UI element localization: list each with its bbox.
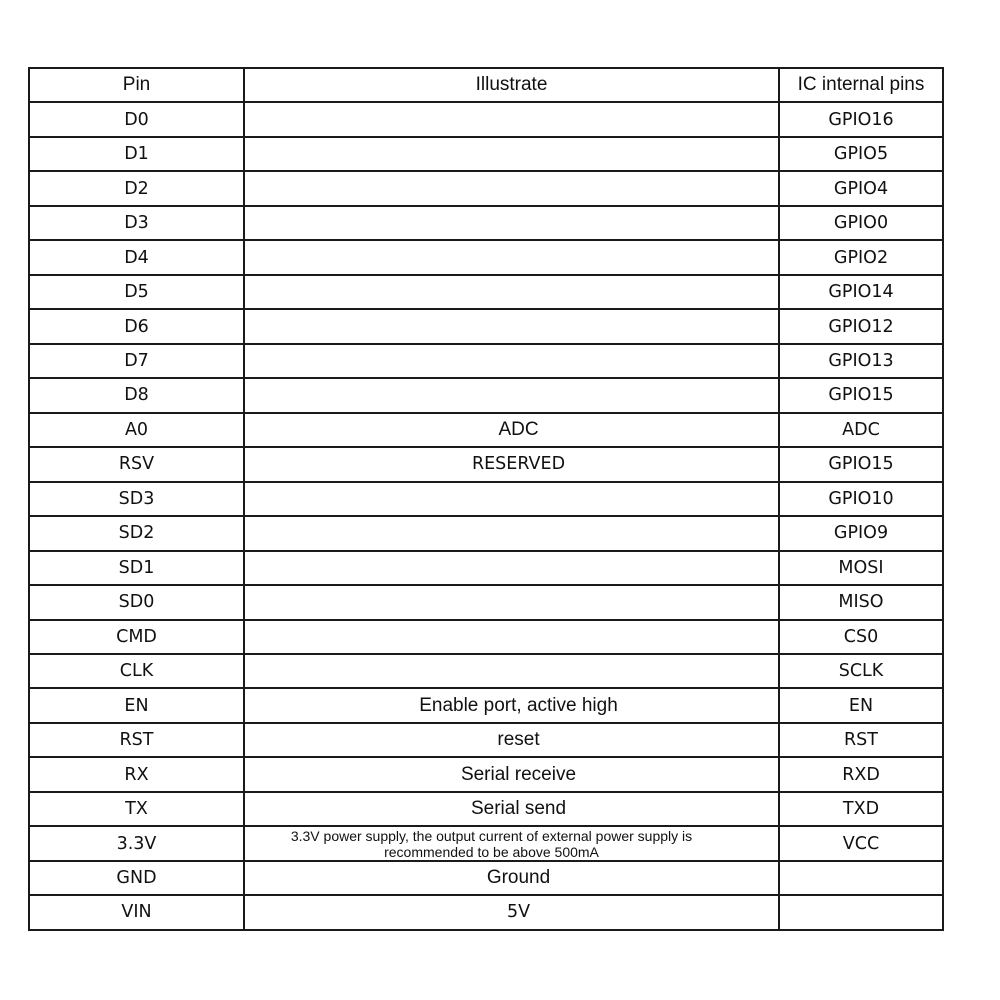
illustrate-text: 3.3V power supply, the output current of external power supply is recommended to be above 500mA xyxy=(290,827,693,860)
illustrate-text: ADC xyxy=(498,418,539,440)
ic-pin-cell: GPIO13 xyxy=(779,344,943,378)
table-row xyxy=(29,516,943,550)
header-illustrate: Illustrate xyxy=(244,68,779,102)
pin-cell: D1 xyxy=(29,137,244,171)
table-row xyxy=(29,275,943,309)
pin-cell: 3.3V xyxy=(29,826,244,860)
table-row xyxy=(29,792,943,826)
table-row xyxy=(29,723,943,757)
pin-cell: SD0 xyxy=(29,585,244,619)
illustrate-text: Ground xyxy=(486,867,551,889)
ic-pin-cell: MOSI xyxy=(779,551,943,585)
ic-pin-cell: RXD xyxy=(779,757,943,791)
illustrate-cell xyxy=(244,757,779,791)
ic-pin-cell: GPIO4 xyxy=(779,171,943,205)
pin-cell: D0 xyxy=(29,102,244,136)
table-row xyxy=(29,757,943,791)
pin-cell: RX xyxy=(29,757,244,791)
ic-pin-cell xyxy=(779,861,943,895)
ic-pin-cell: MISO xyxy=(779,585,943,619)
ic-pin-cell: GPIO0 xyxy=(779,206,943,240)
ic-pin-cell: RST xyxy=(779,723,943,757)
table-row xyxy=(29,171,943,205)
illustrate-cell xyxy=(244,688,779,722)
illustrate-cell xyxy=(244,482,779,516)
pin-cell: D2 xyxy=(29,171,244,205)
ic-pin-cell: GPIO15 xyxy=(779,447,943,481)
illustrate-cell xyxy=(244,551,779,585)
illustrate-cell xyxy=(244,309,779,343)
illustrate-cell xyxy=(244,344,779,378)
table-row xyxy=(29,688,943,722)
illustrate-cell xyxy=(244,620,779,654)
illustrate-cell xyxy=(244,171,779,205)
table-row xyxy=(29,551,943,585)
illustrate-cell xyxy=(244,516,779,550)
illustrate-cell xyxy=(244,895,779,929)
illustrate-cell xyxy=(244,447,779,481)
pin-cell: D8 xyxy=(29,378,244,412)
pin-cell: D7 xyxy=(29,344,244,378)
pin-cell: D3 xyxy=(29,206,244,240)
ic-pin-cell: VCC xyxy=(779,826,943,860)
pin-cell: RST xyxy=(29,723,244,757)
ic-pin-cell: CS0 xyxy=(779,620,943,654)
illustrate-text: Serial send xyxy=(470,798,567,820)
pin-cell: GND xyxy=(29,861,244,895)
illustrate-text: Serial receive xyxy=(460,763,577,785)
illustrate-cell xyxy=(244,275,779,309)
illustrate-cell xyxy=(244,102,779,136)
pin-cell: EN xyxy=(29,688,244,722)
table-row xyxy=(29,378,943,412)
ic-pin-cell: GPIO14 xyxy=(779,275,943,309)
illustrate-cell xyxy=(244,792,779,826)
table-row xyxy=(29,206,943,240)
table-row xyxy=(29,102,943,136)
table-row xyxy=(29,413,943,447)
pin-table xyxy=(28,67,944,931)
header-pin: Pin xyxy=(29,68,244,102)
illustrate-cell xyxy=(244,723,779,757)
table-row xyxy=(29,447,943,481)
pin-cell: CLK xyxy=(29,654,244,688)
illustrate-cell xyxy=(244,413,779,447)
illustrate-cell xyxy=(244,137,779,171)
illustrate-text: reset xyxy=(497,729,540,751)
illustrate-cell xyxy=(244,378,779,412)
ic-pin-cell: GPIO16 xyxy=(779,102,943,136)
illustrate-cell xyxy=(244,206,779,240)
header-row xyxy=(29,68,943,102)
ic-pin-cell: GPIO10 xyxy=(779,482,943,516)
illustrate-text: RESERVED xyxy=(471,454,566,475)
pin-cell: VIN xyxy=(29,895,244,929)
illustrate-cell xyxy=(244,240,779,274)
table-row xyxy=(29,861,943,895)
pin-cell: A0 xyxy=(29,413,244,447)
pin-cell: SD2 xyxy=(29,516,244,550)
pin-cell: D5 xyxy=(29,275,244,309)
ic-pin-cell: ADC xyxy=(779,413,943,447)
ic-pin-cell: GPIO2 xyxy=(779,240,943,274)
illustrate-cell xyxy=(244,654,779,688)
ic-pin-cell: SCLK xyxy=(779,654,943,688)
pin-cell: TX xyxy=(29,792,244,826)
table-row xyxy=(29,344,943,378)
table-row xyxy=(29,309,943,343)
table-row xyxy=(29,482,943,516)
ic-pin-cell: GPIO9 xyxy=(779,516,943,550)
illustrate-text: Enable port, active high xyxy=(419,694,618,716)
illustrate-cell xyxy=(244,861,779,895)
table-row xyxy=(29,585,943,619)
pin-cell: CMD xyxy=(29,620,244,654)
pin-cell: D6 xyxy=(29,309,244,343)
table-row xyxy=(29,654,943,688)
table-row xyxy=(29,620,943,654)
illustrate-cell xyxy=(244,585,779,619)
illustrate-cell xyxy=(244,826,779,860)
ic-pin-cell: GPIO15 xyxy=(779,378,943,412)
ic-pin-cell: GPIO5 xyxy=(779,137,943,171)
ic-pin-cell: EN xyxy=(779,688,943,722)
table-row xyxy=(29,137,943,171)
pin-cell: SD1 xyxy=(29,551,244,585)
pin-cell: D4 xyxy=(29,240,244,274)
table-row xyxy=(29,240,943,274)
pin-cell: SD3 xyxy=(29,482,244,516)
table-row xyxy=(29,895,943,929)
table-row xyxy=(29,826,943,860)
pin-cell: RSV xyxy=(29,447,244,481)
ic-pin-cell: TXD xyxy=(779,792,943,826)
header-ic-internal-pins: IC internal pins xyxy=(779,68,943,102)
ic-pin-cell: GPIO12 xyxy=(779,309,943,343)
illustrate-text: 5V xyxy=(506,902,531,923)
ic-pin-cell xyxy=(779,895,943,929)
